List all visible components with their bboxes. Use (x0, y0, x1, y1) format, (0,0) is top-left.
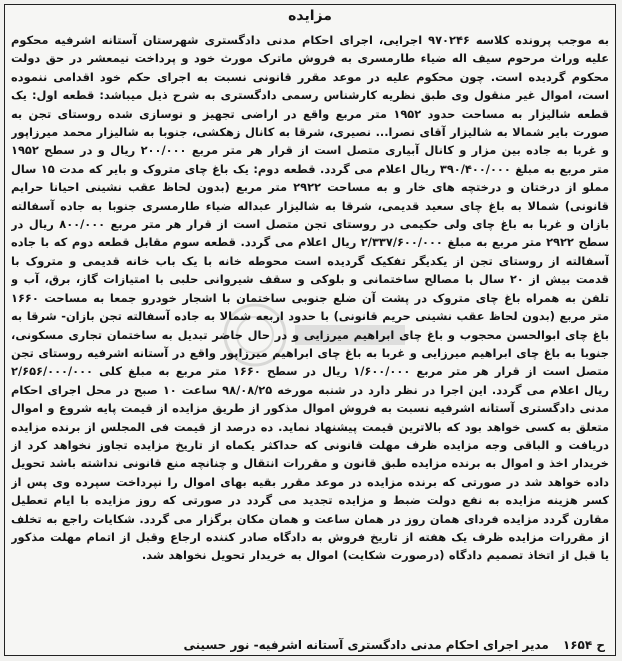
notice-footer (13, 638, 605, 652)
reference-code: ح ۱۶۵۴ (562, 638, 605, 652)
auction-notice (4, 4, 616, 656)
notice-title: مزایده (288, 8, 332, 24)
notice-body: به موجب پرونده کلاسه ۹۷۰۲۴۶ اجرایی، اجرای احکام مدنی دادگستری شهرستان آستانه اشرفیه محکوم علیه وراث مرحوم سیف اله ضیاء طارمسری به فروش ماترک مورث خود و پرداخت نیمعشر در حق دولت محکوم گردیده است. چون محکوم علیه در موعد مقرر قانونی نسبت به اجرای حکم خود اقدامی ننموده است، اموال غیر منقول وی طبق نظریه کارشناس رسمی دادگستری به شرح ذیل میباشد: قطعه اول: یک قطعه شالیزار به مساحت حدود ۱۹۵۲ متر مربع واقع در اراضی تجهیز و نوسازی شده روستای تجن به صورت بایر شمالا به شالیزار آقای نصرا... نصیری، شرقا به کانال زهکشی، جنوبا به شالیزار محمد میرزاپور و غربا به جاده بین مزار و کانال آبیاری متصل است از قرار هر متر مربع ۲۰۰/۰۰۰ ریال و در سطح ۱۹۵۲ متر مربع به مبلغ ۳۹۰/۴۰۰/۰۰۰ ریال اعلام می گردد. قطعه دوم: یک باغ چای متروک و بایر که مدت ۱۵ سال مملو از درختان و درختچه های خار و به مساحت ۲۹۲۲ متر مربع (بدون لحاظ عقب نشینی احیانا حرایم قانونی) شمالا به باغ چای سعید قدیمی، شرقا به شالیزار عبداله ضیاء طارمسری جنوبا به جاده آسفالته بازان و غربا به باغ چای ولی حکیمی در روستای تجن متصل است از قرار هر متر مربع ۸۰۰/۰۰۰ ریال در سطح ۲۹۲۲ متر مربع به مبلغ ۲/۳۳۷/۶۰۰/۰۰۰ ریال اعلام می گردد. قطعه سوم مقابل قطعه دوم که با جاده آسفالته از روستای تجن از یکدیگر تفکیک گردیده است محوطه خانه با یک باب خانه قدیمی و متروک با قدمت بیش از ۲۰ سال با مصالح ساختمانی و بلوکی و سقف شیروانی حلبی با امتیازات گاز، برق، آب و تلفن به همراه باغ چای متروک در پشت آن ضلع جنوبی ساختمان با اشجار خودرو جمعا به مساحت ۱۶۶۰ متر مربع (بدون لحاظ عقب نشینی حریم قانونی) با حدود اربعه شمالا به جاده آسفالته تجن بازان- شرقا به باغ چای ابوالحسن محجوب و باغ چای ابراهیم میرزایی و در حال حاضر تبدیل به ساختمان تجاری مسکونی، جنوبا به باغ چای ابراهیم میرزایی و غربا به باغ چای ابراهیم میرزاپور واقع در آستانه اشرفیه روستای تجن متصل است از قرار هر متر مربع ۱/۶۰۰/۰۰۰ ریال در سطح ۱۶۶۰ متر مربع به مبلغ کلی ۲/۶۵۶/۰۰۰/۰۰۰ ریال اعلام می گردد. این اجرا در نظر دارد در شنبه مورخه ۹۸/۰۸/۲۵ ساعت ۱۰ صبح در محل اجرای احکام مدنی دادگستری آستانه اشرفیه نسبت به فروش اموال مذکور از طریق مزایده از قیمت پایه شروع و اموال متعلق به کسی خواهد بود که بالاترین قیمت پیشنهاد نماید. ده درصد از قیمت فی المجلس از برنده مزایده دریافت و الباقی وجه مزایده ظرف مهلت قانونی که حداکثر یکماه از تاریخ مزایده تجاوز نخواهد کرد از خریدار اخذ و اموال به برنده مزایده طبق قانون و مقررات انتقال و چنانچه منع قانونی نداشته باشد تحویل داده خواهد شد در صورتی که برنده مزایده در موعد مقرر بقیه بهای اموال را نپرداخت سپرده وی پس از کسر هزینه مزایده به نفع دولت ضبط و مزایده تجدید می گردد در صورتی که روز مزایده با ایام تعطیل مقارن گردد مزایده فردای همان روز در همان ساعت و همان مکان برگزار می گردد. شکایات راجع به تخلف از مقررات مزایده ظرف یک هفته از تاریخ فروش به دادگاه صادر کننده ارجاع وقبل از اتمام مهلت مذکور یا قبل از اتخاذ تصمیم دادگاه (درصورت شکایت) اموال به خریدار تحویل نخواهد شد. (11, 33, 609, 563)
signature-line: مدیر اجرای احکام مدنی دادگستری آستانه اشرفیه- نور حسینی (183, 638, 549, 652)
